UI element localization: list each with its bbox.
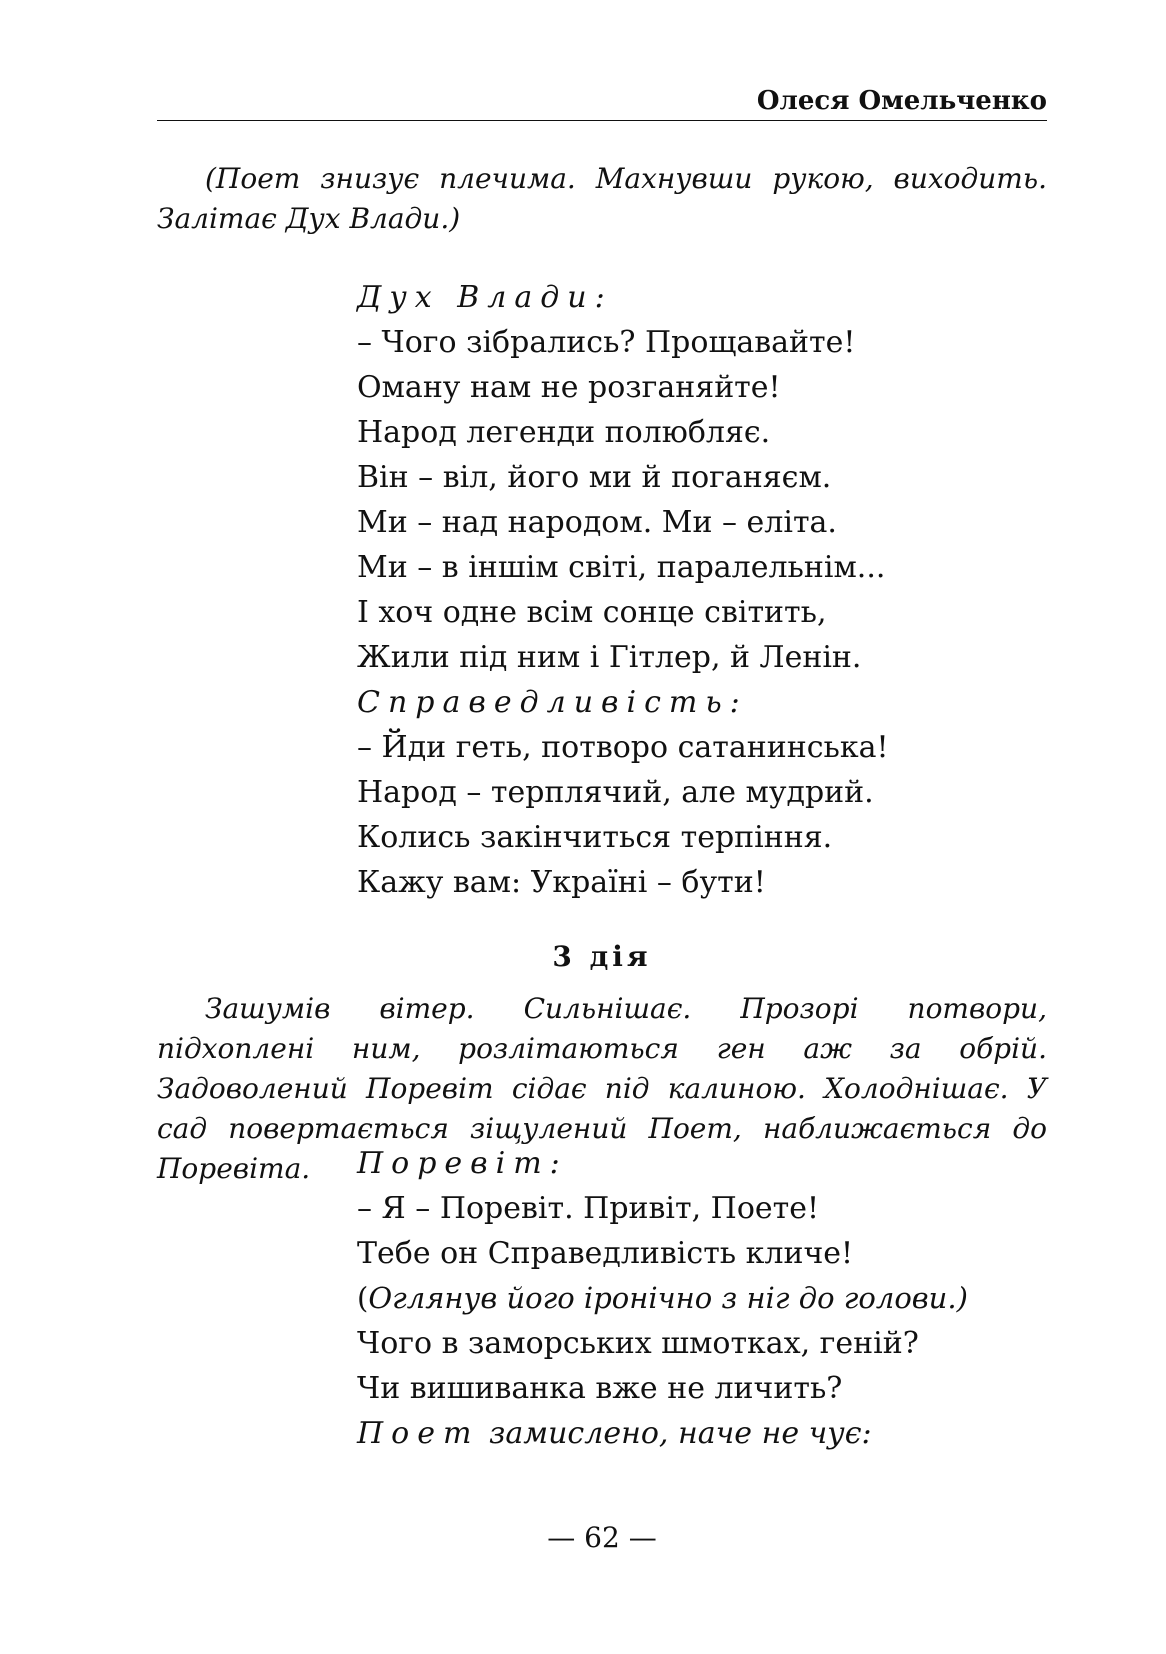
speaker-name: Справедливість: xyxy=(357,685,748,720)
verse-line: Він – віл, його ми й поганяєм. xyxy=(357,460,832,495)
verse-line: Тебе он Справедливість кличе! xyxy=(357,1236,854,1271)
verse-line: – Чого зібрались? Прощавайте! xyxy=(357,325,856,360)
verse-line: Чи вишиванка вже не личить? xyxy=(357,1371,843,1406)
verse-line: Оману нам не розганяйте! xyxy=(357,370,781,405)
verse-line: – Йди геть, потворо сатанинська! xyxy=(357,730,889,765)
speaker-name: Поет xyxy=(357,1416,480,1451)
verse-line: І хоч одне всім сонце світить, xyxy=(357,595,827,630)
speaker-direction: замислено, наче не чує: xyxy=(488,1416,872,1451)
page-number: — 62 — xyxy=(547,1521,657,1554)
verse-line: Чого в заморських шмотках, геній? xyxy=(357,1326,919,1361)
running-header-author: Олеся Омельченко xyxy=(756,86,1047,116)
stage-direction-1: (Поет знизує плечима. Махнувши рукою, виходить. Залітає Дух Влади.) xyxy=(157,162,1047,235)
paren-text: Оглянув його іронічно з ніг до голови.) xyxy=(368,1281,968,1315)
verse-line: Кажу вам: Україні – бути! xyxy=(357,865,766,900)
verse-line: – Я – Поревіт. Привіт, Поете! xyxy=(357,1191,820,1226)
verse-line: Народ легенди полюбляє. xyxy=(357,415,771,450)
speaker-name: Дух Влади: xyxy=(357,280,613,315)
paren-open: ( xyxy=(357,1281,369,1315)
act-heading: 3 дія xyxy=(552,940,652,973)
stage-direction-2: Зашумів вітер. Сильнішає. Прозорі потвори, підхоплені ним, розлітаються ген аж за обрій. Задоволений Поревіт сідає під калиною. Холоднішає. У сад повертається зіщулений Поет, наближається до Поревіта. xyxy=(157,992,1047,1185)
verse-line: Колись закінчиться терпіння. xyxy=(357,820,833,855)
verse-line: Народ – терплячий, але мудрий. xyxy=(357,775,874,810)
speaker-name: Поревіт: xyxy=(357,1146,568,1181)
parenthetical-direction xyxy=(357,1276,968,1321)
speaker-direction-line xyxy=(357,1411,968,1456)
verse-line: Ми – в іншім світі, паралельнім... xyxy=(357,550,886,585)
verse-block-2 xyxy=(357,1141,968,1456)
verse-line: Жили під ним і Гітлер, й Ленін. xyxy=(357,640,862,675)
verse-line: Ми – над народом. Ми – еліта. xyxy=(357,505,837,540)
verse-block-1 xyxy=(357,275,889,905)
header-divider xyxy=(157,120,1047,121)
